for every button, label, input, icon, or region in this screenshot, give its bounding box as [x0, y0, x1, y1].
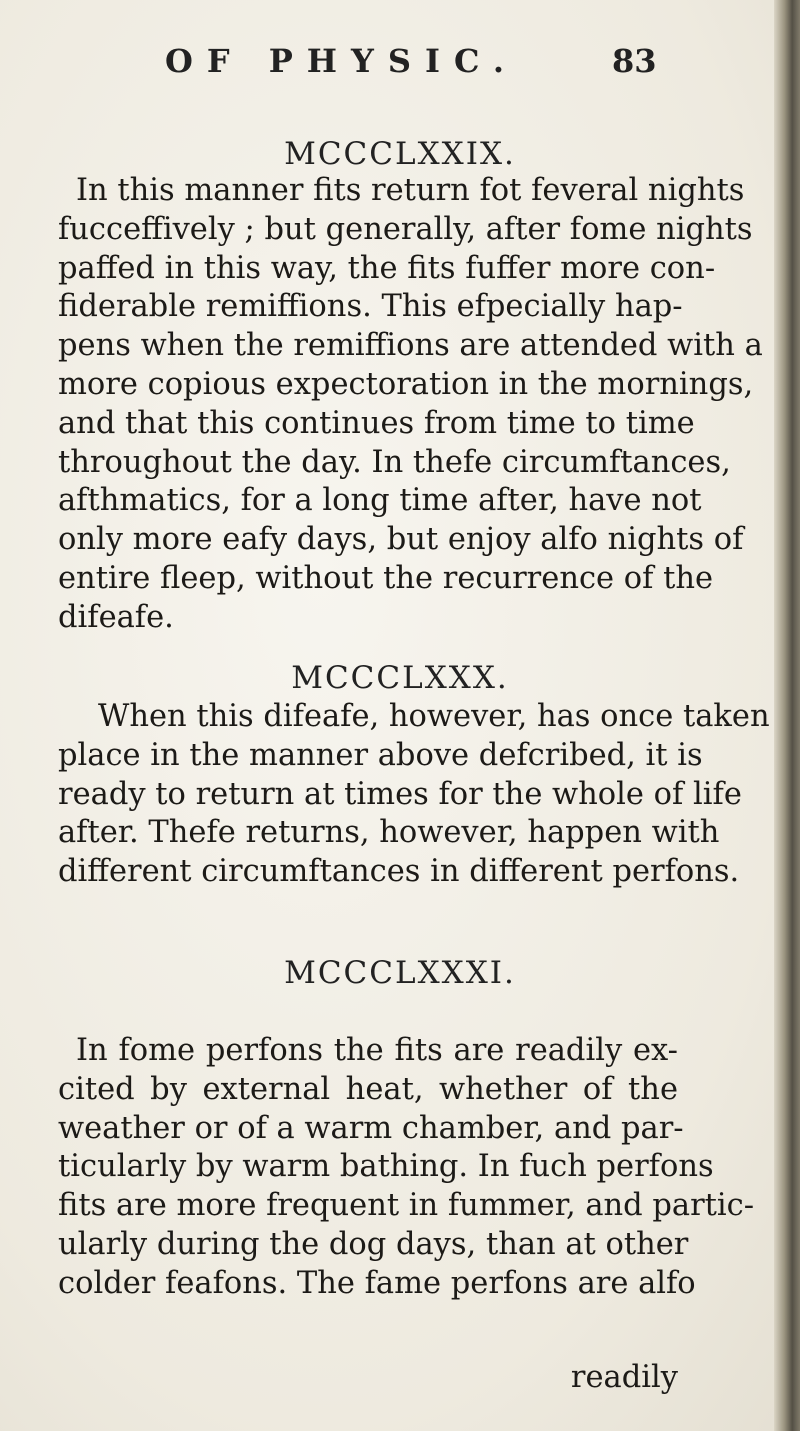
running-title: OF PHYSIC.: [165, 42, 518, 80]
text-line: paffed in this way, the fits fuffer more con-: [58, 250, 716, 286]
text-line: only more eafy days, but enjoy alfo nights of: [58, 522, 744, 558]
text-line: In this manner fits return fot feveral nights: [76, 173, 745, 208]
text-line: afthmatics, for a long time after, have not: [58, 483, 702, 519]
section-heading: MCCCLXXX.: [291, 660, 509, 696]
section-heading: MCCCLXXIX.: [284, 136, 516, 172]
section-paragraph: [58, 1032, 755, 1304]
catchword: readily: [570, 1360, 678, 1395]
text-line: difeafe.: [58, 599, 174, 635]
text-line: ularly during the dog days, than at other: [58, 1226, 689, 1262]
text-line: fucceffively ; but generally, after fome nights: [58, 211, 753, 247]
text-line: When this difeafe, however, has once taken: [98, 699, 770, 734]
text-line: fits are more frequent in fummer, and partic-: [58, 1188, 755, 1224]
page-header: [100, 42, 700, 92]
text-line: In fome perfons the fits are readily ex-: [76, 1033, 678, 1068]
page-number: 83: [612, 42, 657, 80]
text-line: more copious expectoration in the mornings,: [58, 366, 754, 402]
text-line: ready to return at times for the whole of life: [58, 776, 742, 812]
text-line: place in the manner above defcribed, it is: [58, 737, 703, 773]
section-paragraph: [58, 698, 770, 892]
text-line: weather or of a warm chamber, and par-: [58, 1110, 684, 1146]
text-line: and that this continues from time to time: [58, 405, 695, 441]
text-line: pens when the remiffions are attended with a: [58, 328, 763, 364]
text-line: after. Thefe returns, however, happen with: [58, 815, 720, 851]
text-line: colder feafons. The fame perfons are alfo: [58, 1265, 696, 1301]
page-gutter-edge: [774, 0, 800, 1431]
text-line: ticularly by warm bathing. In fuch perfons: [58, 1149, 714, 1185]
text-line: fiderable remiffions. This efpecially hap-: [58, 289, 683, 325]
text-line: different circumftances in different perfons.: [58, 854, 740, 890]
text-line: entire fleep, without the recurrence of the: [58, 560, 714, 596]
text-line: throughout the day. In thefe circumftances,: [58, 444, 731, 480]
section-heading: MCCCLXXXI.: [284, 955, 516, 991]
section-paragraph: [58, 172, 763, 638]
text-line: cited by external heat, whether of the: [58, 1071, 678, 1107]
